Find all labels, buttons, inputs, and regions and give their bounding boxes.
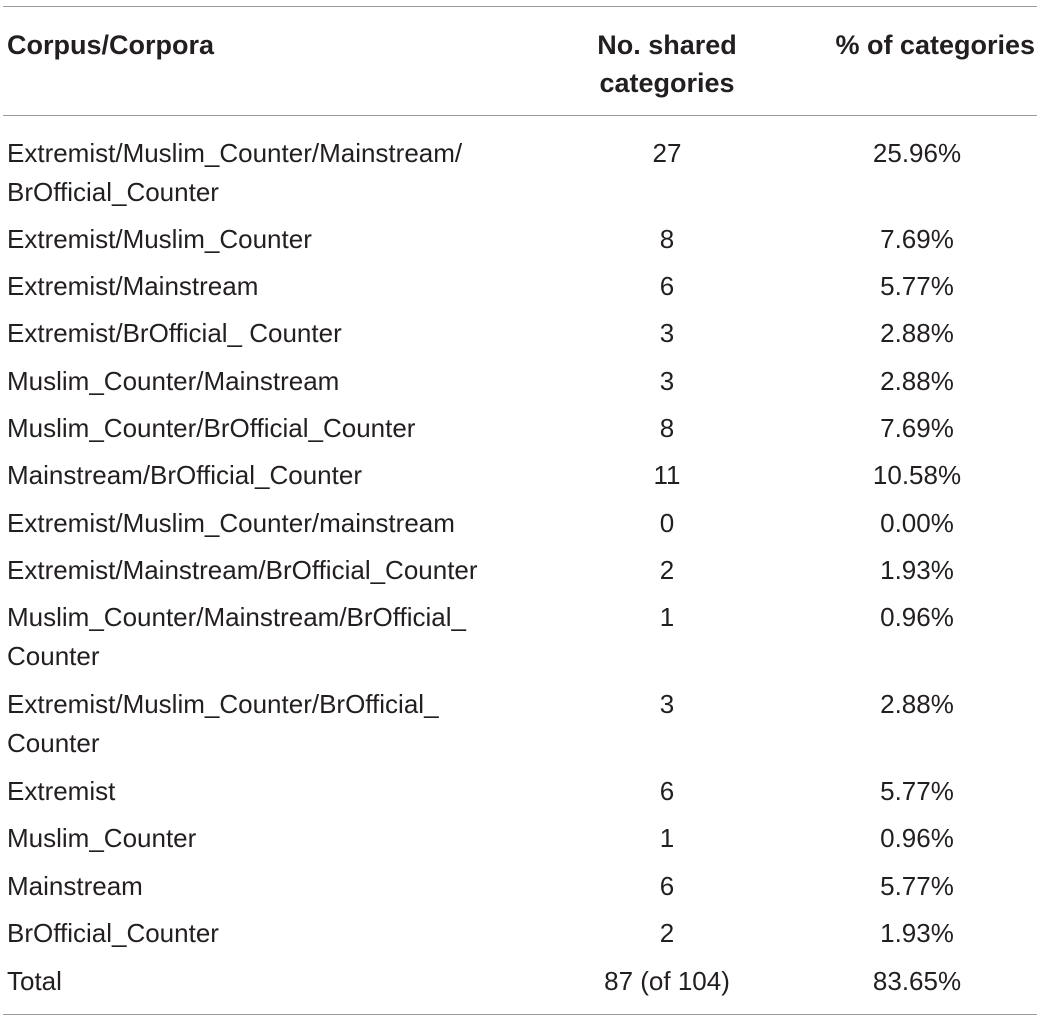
cell-percent: 1.93% [880,918,954,948]
cell-corpus: Extremist [7,776,116,806]
cell-percent: 7.69% [880,224,954,254]
cell-percent: 0.96% [880,823,954,853]
header-corpus: Corpus/Corpora [7,30,215,60]
cell-corpus: Muslim_Counter/BrOfficial_Counter [7,413,416,443]
cell-shared-count: 6 [659,871,675,901]
cell-percent: 5.77% [880,271,954,301]
cell-shared-count: 11 [653,460,681,490]
cell-percent: 2.88% [880,689,954,719]
cell-corpus: Mainstream [7,871,143,901]
cell-percent: 0.96% [880,602,954,632]
cell-corpus: Mainstream/BrOfficial_Counter [7,460,362,490]
table-header-rule [3,115,1037,116]
cell-corpus: Extremist/Muslim_Counter/Mainstream/ BrOfficial_Counter [7,138,463,207]
cell-shared-count: 1 [659,823,675,853]
cell-shared-count: 0 [659,508,675,538]
cell-shared-count: 27 [652,138,682,168]
cell-shared-count: 2 [659,918,675,948]
header-shared-text: No. shared categories [597,30,737,98]
cell-shared-count: 2 [659,555,675,585]
cell-percent: 25.96% [872,138,962,168]
cell-shared-count: 3 [659,318,675,348]
header-shared-categories [563,26,771,102]
cell-corpus: Extremist/Muslim_Counter/BrOfficial_ Counter [7,689,439,758]
cell-shared-count: 6 [659,776,675,806]
cell-shared-count: 3 [659,366,675,396]
cell-shared-count: 8 [659,413,675,443]
cell-shared-count: 87 (of 104) [604,966,730,996]
cell-corpus: BrOfficial_Counter [7,918,219,948]
cell-percent: 10.58% [872,460,962,490]
cell-corpus: Muslim_Counter [7,823,197,853]
cell-shared-count: 8 [659,224,675,254]
cell-percent: 2.88% [880,366,954,396]
cell-percent: 83.65% [872,966,962,996]
cell-percent: 5.77% [880,871,954,901]
cell-corpus: Extremist/Muslim_Counter/mainstream [7,508,455,538]
cell-percent: 1.93% [880,555,954,585]
cell-corpus: Extremist/Muslim_Counter [7,224,312,254]
table-header [3,6,1037,115]
cell-shared-count: 3 [659,689,675,719]
cell-percent: 5.77% [880,776,954,806]
cell-corpus: Extremist/BrOfficial_ Counter [7,318,342,348]
cell-percent: 0.00% [880,508,954,538]
cell-percent: 2.88% [880,318,954,348]
table-bottom-rule [3,1014,1037,1015]
cell-shared-count: 1 [659,602,675,632]
cell-corpus: Extremist/Mainstream [7,271,259,301]
cell-percent: 7.69% [880,413,954,443]
cell-shared-count: 6 [659,271,675,301]
cell-corpus: Muslim_Counter/Mainstream/BrOfficial_ Counter [7,602,466,671]
cell-corpus: Extremist/Mainstream/BrOfficial_Counter [7,555,478,585]
cell-corpus: Muslim_Counter/Mainstream [7,366,340,396]
header-percent-categories: % of categories [835,30,1035,60]
cell-corpus: Total [7,966,62,996]
